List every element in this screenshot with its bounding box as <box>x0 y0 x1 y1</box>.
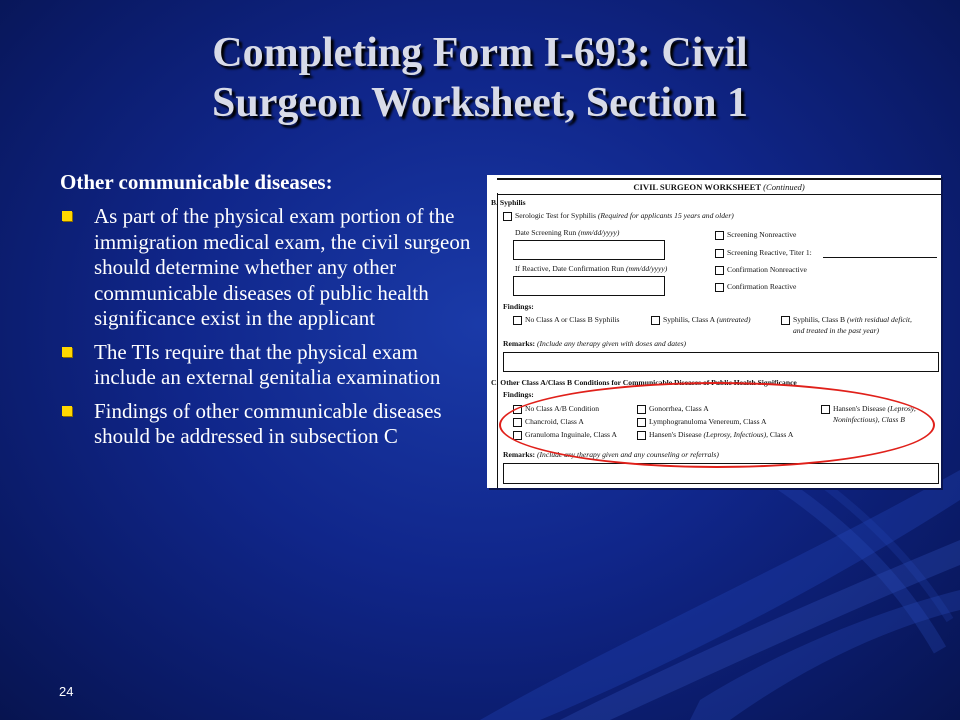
square-bullet-icon <box>62 347 72 357</box>
checkbox <box>715 249 724 258</box>
screen-reactive-label: Screening Reactive, Titer 1: <box>727 248 812 257</box>
section-b-label: B. Syphilis <box>491 198 526 207</box>
subheading: Other communicable diseases: <box>60 170 333 194</box>
title-line-1: Completing Form I-693: Civil <box>212 30 748 76</box>
b-finding-1: No Class A or Class B Syphilis <box>525 315 620 324</box>
checkbox <box>781 316 790 325</box>
checkbox <box>637 405 646 414</box>
date-confirmation-field <box>513 276 665 296</box>
confirm-nonreactive-label: Confirmation Nonreactive <box>727 265 807 274</box>
worksheet-form-image <box>487 175 941 488</box>
date-screening-label: Date Screening Run (mm/dd/yyyy) <box>515 228 620 237</box>
c-hansens-b-line2: Noninfectious), Class B <box>833 415 905 424</box>
confirm-reactive-label: Confirmation Reactive <box>727 282 797 291</box>
bullet-text: As part of the physical exam portion of the immigration medical exam, the civil surgeon should determine whether any other communicable diseases of public health significance exist in the applicant <box>94 204 471 330</box>
slide-title <box>30 28 930 128</box>
b-finding-3: Syphilis, Class B (with residual deficit, <box>793 315 912 324</box>
b-finding-3-note: and treated in the past year) <box>793 326 879 335</box>
b-remarks-field <box>503 352 939 372</box>
title-line-2: Surgeon Worksheet, Section 1 <box>212 80 748 126</box>
b-finding-2: Syphilis, Class A (untreated) <box>663 315 751 324</box>
checkbox <box>513 418 522 427</box>
form-header-continued: (Continued) <box>763 182 805 192</box>
bullet-text: The TIs require that the physical exam include an external genitalia examination <box>94 339 441 389</box>
square-bullet-icon <box>62 211 72 221</box>
b-remarks-label: Remarks: (Include any therapy given with doses and dates) <box>503 339 687 348</box>
checkbox <box>503 212 512 221</box>
page-number: 24 <box>59 684 74 699</box>
if-reactive-label: If Reactive, Date Confirmation Run (mm/dd/yyyy) <box>515 264 668 273</box>
serologic-label: Serologic Test for Syphilis (Required for applicants 15 years and older) <box>515 211 734 220</box>
c-hansens-b: Hansen's Disease (Leprosy, <box>833 404 916 413</box>
checkbox <box>637 418 646 427</box>
checkbox <box>651 316 660 325</box>
checkbox <box>637 431 646 440</box>
bullet-item <box>60 340 475 391</box>
c-no-class: No Class A/B Condition <box>525 404 600 413</box>
c-hansens-a: Hansen's Disease (Leprosy, Infectious), Class A <box>649 430 794 439</box>
form-header-title: CIVIL SURGEON WORKSHEET <box>633 182 761 192</box>
checkbox <box>715 231 724 240</box>
c-chancroid: Chancroid, Class A <box>525 417 584 426</box>
screen-nonreactive-label: Screening Nonreactive <box>727 230 797 239</box>
c-remarks-label: Remarks: (Include any therapy given and any counseling or referrals) <box>503 450 719 459</box>
date-screening-field <box>513 240 665 260</box>
titer-line <box>823 257 937 258</box>
form-left-rule <box>497 193 498 488</box>
c-gonorrhea: Gonorrhea, Class A <box>649 404 709 413</box>
c-findings-label: Findings: <box>503 390 534 399</box>
c-lympho: Lymphogranuloma Venereum, Class A <box>649 417 767 426</box>
checkbox <box>513 431 522 440</box>
bullet-list <box>60 204 475 458</box>
bullet-item <box>60 204 475 332</box>
checkbox <box>821 405 830 414</box>
bullet-text: Findings of other communicable diseases should be addressed in subsection C <box>94 398 442 448</box>
square-bullet-icon <box>62 406 72 416</box>
form-header <box>497 178 941 195</box>
section-c-label: C. Other Class A/Class B Conditions for Communicable Diseases of Public Health Significance <box>491 378 797 387</box>
bullet-item <box>60 399 475 450</box>
findings-label: Findings: <box>503 302 534 311</box>
c-granuloma: Granuloma Inguinale, Class A <box>525 430 617 439</box>
checkbox <box>715 266 724 275</box>
c-remarks-field <box>503 463 939 484</box>
checkbox <box>513 405 522 414</box>
checkbox <box>513 316 522 325</box>
checkbox <box>715 283 724 292</box>
